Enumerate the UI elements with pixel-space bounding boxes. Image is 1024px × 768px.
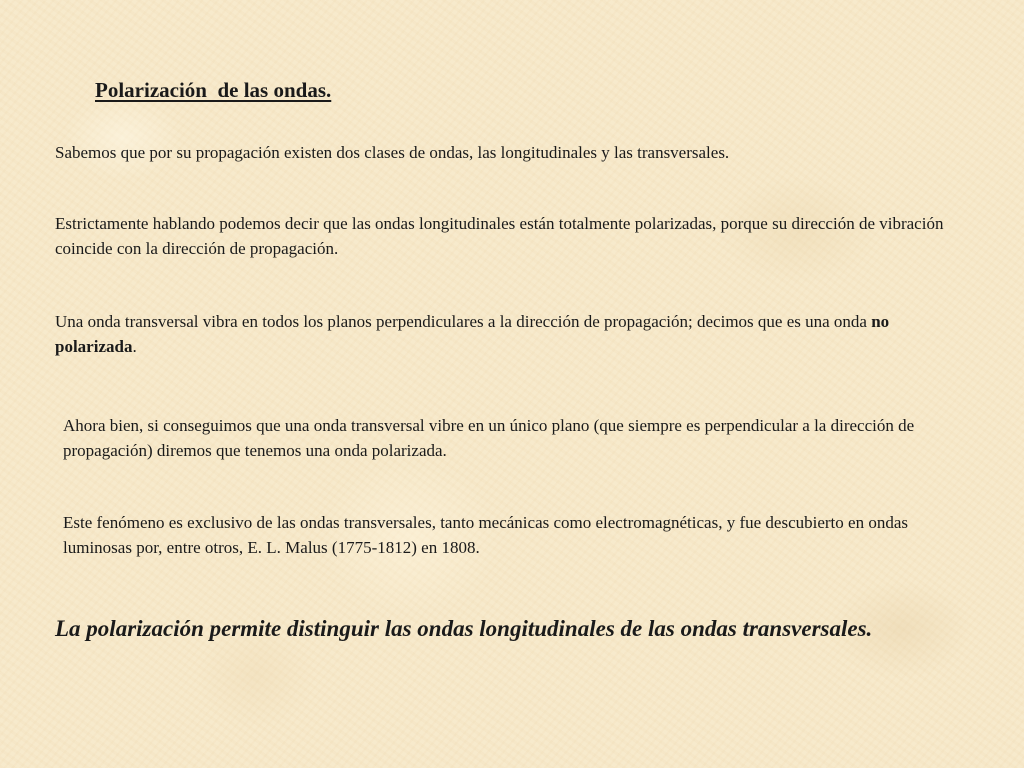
paragraph-end: . xyxy=(132,337,137,356)
paragraph-wave-types: Sabemos que por su propagación existen dos clases de ondas, las longitudinales y las transversales. xyxy=(55,143,730,162)
paragraph-single-plane: Ahora bien, si conseguimos que una onda transversal vibre en un único plano (que siempre es perpendicular a la dirección de propagación) diremos que tenemos una onda polarizada. xyxy=(63,416,915,460)
slide-title: Polarización de las ondas. xyxy=(95,78,332,102)
paragraph-malus-discovery: Este fenómeno es exclusivo de las ondas transversales, tanto mecánicas como electromagnéticas, y fue descubierto en ondas luminosas por, entre otros, E. L. Malus (1775-1812) en 1808. xyxy=(63,513,908,557)
paragraph-transversal-unpolarized xyxy=(55,309,955,359)
paragraph-longitudinal-polarized: Estrictamente hablando podemos decir que las ondas longitudinales están totalmente polarizadas, porque su dirección de vibración coincide con la dirección de propagación. xyxy=(55,214,944,258)
paragraph-text: Una onda transversal vibra en todos los planos perpendiculares a la dirección de propagación; decimos que es una onda xyxy=(55,312,872,331)
emphasis-no-polarizada: no polarizada xyxy=(55,312,890,356)
conclusion-statement: La polarización permite distinguir las ondas longitudinales de las ondas transversales. xyxy=(55,616,873,641)
